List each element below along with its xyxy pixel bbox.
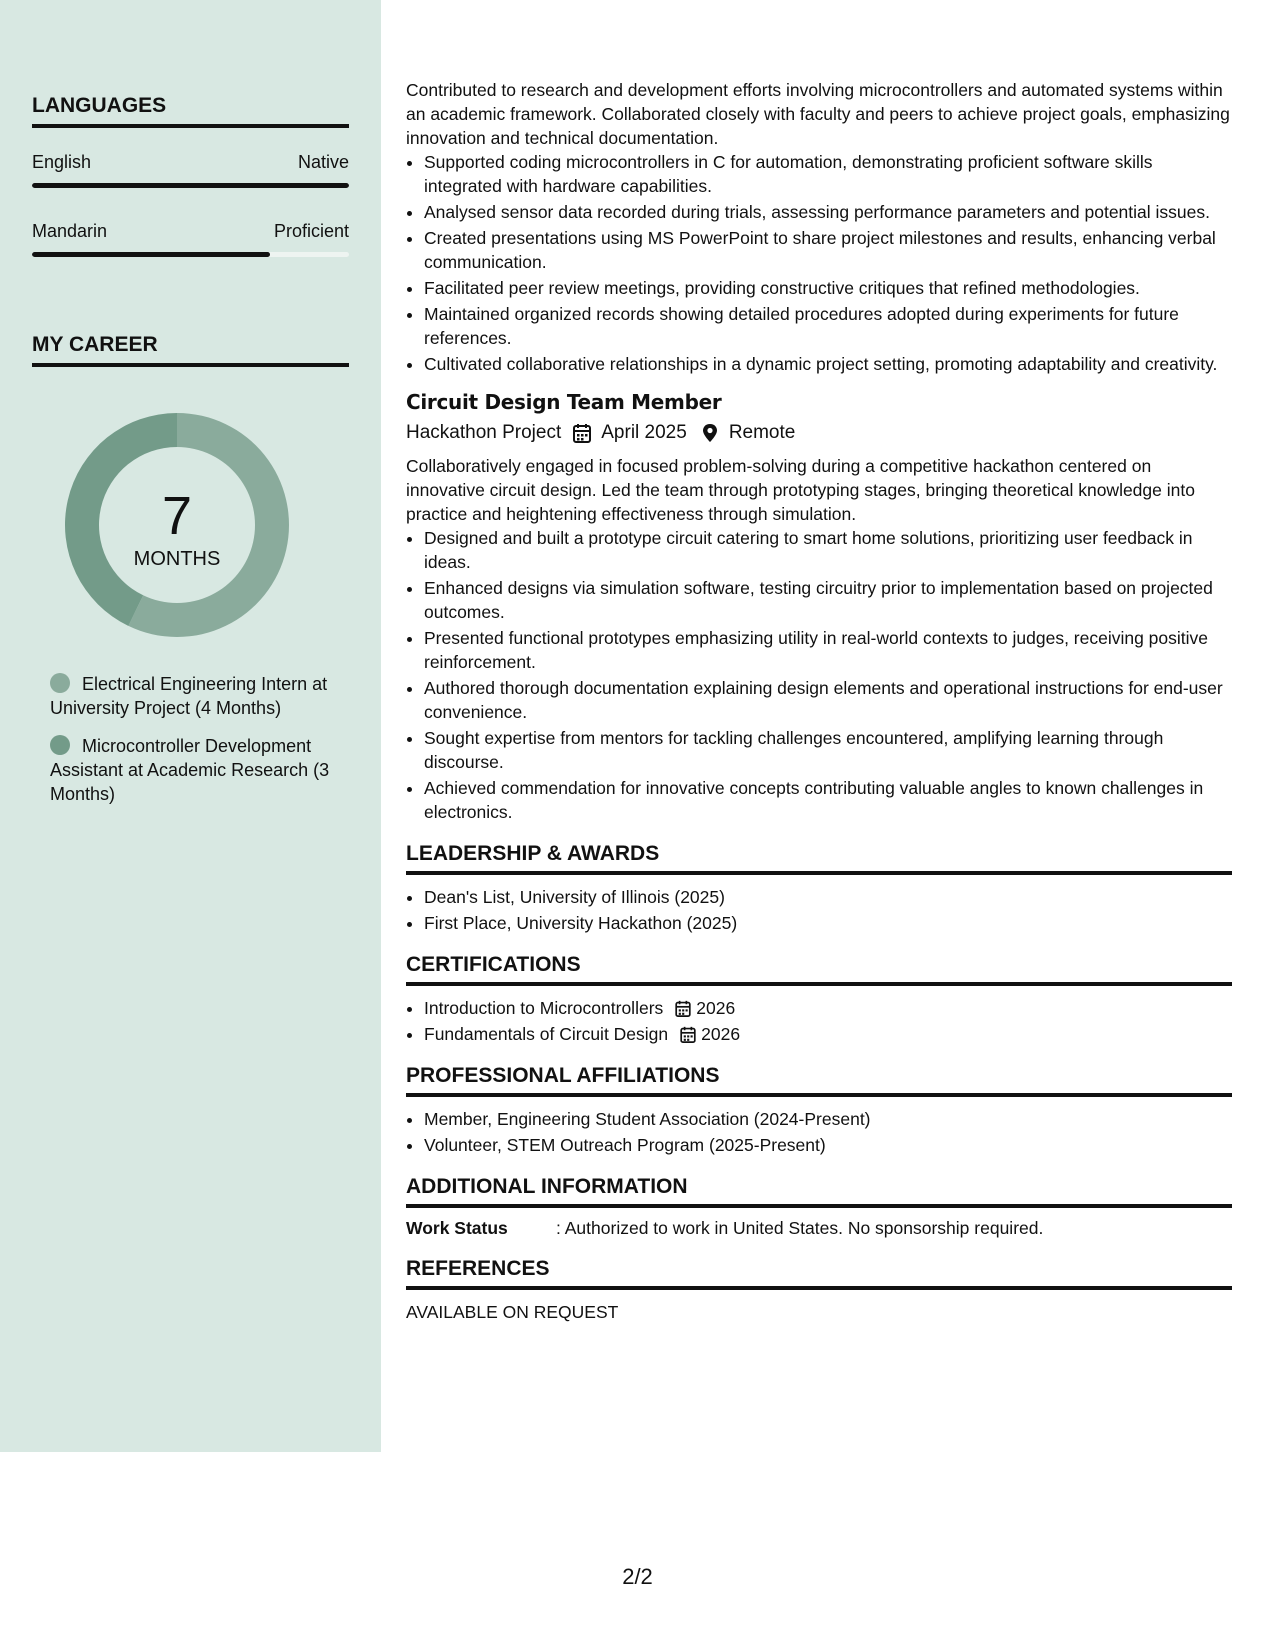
language-row-english: [32, 152, 349, 173]
language-name: English: [32, 152, 92, 172]
language-bar-mandarin: [32, 252, 349, 257]
calendar-icon: [573, 423, 591, 443]
language-level: Native: [297, 152, 349, 172]
certifications-list: [424, 996, 1232, 1046]
list-item: • Achieved commendation for innovative concepts contributing valuable angles to known challenges in electronics.: [424, 776, 1232, 824]
career-total-number: 7: [161, 486, 193, 546]
career-donut-chart: [62, 410, 292, 640]
affiliations-list: [424, 1107, 1232, 1157]
affiliations-heading: PROFESSIONAL AFFILIATIONS: [406, 1064, 1232, 1097]
list-item: • Facilitated peer review meetings, providing constructive critiques that refined methodologies.: [424, 276, 1232, 300]
career-legend-item: [50, 672, 340, 720]
list-item: • Analysed sensor data recorded during trials, assessing performance parameters and potential issues.: [424, 200, 1232, 224]
certification-year: 2026: [701, 1024, 741, 1044]
list-item: • Presented functional prototypes emphasizing utility in real-world contexts to judges, receiving positive reinforcement.: [424, 626, 1232, 674]
language-bar-english: [32, 183, 349, 188]
certification-name: • Fundamentals of Circuit Design: [424, 1024, 669, 1044]
list-item: • Member, Engineering Student Association (2024-Present): [424, 1107, 1232, 1131]
sidebar: [0, 0, 381, 1452]
job2-date: April 2025: [601, 422, 687, 443]
list-item: • Sought expertise from mentors for tackling challenges encountered, amplifying learning through discourse.: [424, 726, 1232, 774]
job2-organization: Hackathon Project: [406, 422, 562, 443]
references-heading: REFERENCES: [406, 1257, 1232, 1290]
calendar-icon: [675, 1000, 691, 1017]
career-legend-label: Electrical Engineering Intern at University Project (4 Months): [50, 674, 328, 718]
list-item: • Designed and built a prototype circuit catering to smart home solutions, prioritizing user feedback in ideas.: [424, 526, 1232, 574]
leadership-list: [424, 885, 1232, 935]
list-item: • Volunteer, STEM Outreach Program (2025-Present): [424, 1133, 1232, 1157]
legend-dot: [50, 735, 70, 755]
job2-summary: Collaboratively engaged in focused problem-solving during a competitive hackathon centered on innovative circuit design. Led the team through prototyping stages, bringing theoretical knowledge into practice and heightening effectiveness through simulation.: [406, 456, 1195, 524]
language-bar-fill: [32, 183, 349, 188]
languages-heading: LANGUAGES: [32, 94, 349, 128]
job1-bullets: [424, 150, 1232, 376]
list-item: • Authored thorough documentation explaining design elements and operational instructions for end-user convenience.: [424, 676, 1232, 724]
list-item: • Enhanced designs via simulation software, testing circuitry prior to implementation based on projected outcomes.: [424, 576, 1232, 624]
work-status-key: Work Status: [406, 1218, 508, 1238]
list-item: • First Place, University Hackathon (2025): [424, 911, 1232, 935]
location-pin-icon: [701, 423, 719, 443]
language-name: Mandarin: [32, 221, 108, 241]
certification-name: • Introduction to Microcontrollers: [424, 998, 664, 1018]
job2-bullets: [424, 526, 1232, 824]
donut-segment-1: [65, 413, 177, 626]
language-bar-fill: [32, 252, 270, 257]
career-total-unit: MONTHS: [133, 548, 221, 570]
list-item: [424, 996, 1232, 1020]
job2-title: Circuit Design Team Member: [406, 390, 722, 414]
calendar-icon: [680, 1026, 696, 1043]
certification-year: 2026: [696, 998, 736, 1018]
list-item: [424, 1022, 1232, 1046]
main-content: [406, 78, 1232, 1324]
job2-location: Remote: [728, 422, 796, 443]
career-heading: MY CAREER: [32, 333, 349, 367]
references-text: AVAILABLE ON REQUEST: [406, 1302, 619, 1322]
work-status-value: : Authorized to work in United States. No sponsorship required.: [556, 1218, 1044, 1238]
list-item: • Maintained organized records showing detailed procedures adopted during experiments for future references.: [424, 302, 1232, 350]
list-item: • Cultivated collaborative relationships in a dynamic project setting, promoting adaptability and creativity.: [424, 352, 1232, 376]
list-item: • Supported coding microcontrollers in C for automation, demonstrating proficient software skills integrated with hardware capabilities.: [424, 150, 1232, 198]
list-item: • Dean's List, University of Illinois (2025): [424, 885, 1232, 909]
additional-info-heading: ADDITIONAL INFORMATION: [406, 1175, 1232, 1208]
job2-meta: [406, 422, 1232, 444]
career-legend-label: Microcontroller Development Assistant at Academic Research (3 Months): [50, 736, 330, 804]
list-item: • Created presentations using MS PowerPoint to share project milestones and results, enhancing verbal communication.: [424, 226, 1232, 274]
career-legend-item: [50, 734, 340, 806]
language-level: Proficient: [273, 221, 349, 241]
job1-summary: Contributed to research and development efforts involving microcontrollers and automated systems within an academic framework. Collaborated closely with faculty and peers to achieve project goals, emphasizing innovation and technical documentation.: [406, 80, 1230, 148]
leadership-heading: LEADERSHIP & AWARDS: [406, 842, 1232, 875]
work-status-row: [406, 1218, 1232, 1239]
legend-dot: [50, 673, 70, 693]
language-row-mandarin: [32, 221, 349, 242]
page-number: 2/2: [622, 1564, 653, 1589]
certifications-heading: CERTIFICATIONS: [406, 953, 1232, 986]
